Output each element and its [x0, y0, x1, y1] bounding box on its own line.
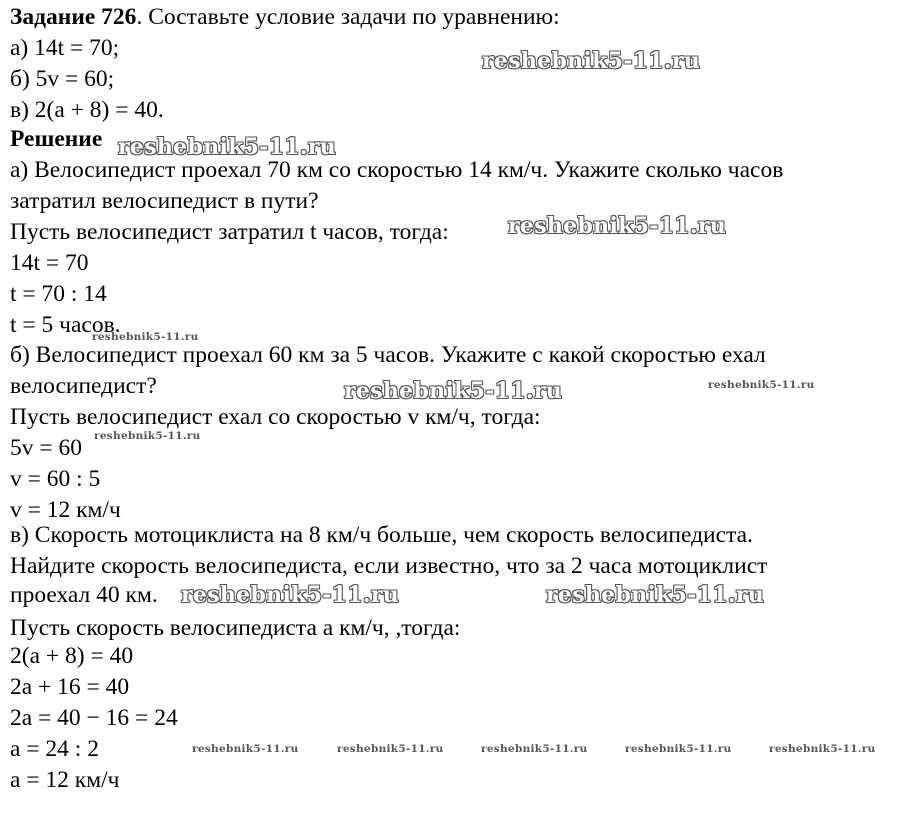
watermark: reshebnik5-11.ru	[181, 582, 400, 608]
watermark-small: reshebnik5-11.ru	[94, 430, 201, 442]
task-item-b: б) 5v = 60;	[10, 66, 115, 92]
solution-line: 5v = 60	[10, 435, 83, 461]
solution-line: v = 60 : 5	[10, 466, 101, 492]
solution-line: v = 12 км/ч	[10, 497, 121, 523]
watermark: reshebnik5-11.ru	[482, 48, 701, 74]
solution-line: a = 24 : 2	[10, 736, 99, 762]
solution-line: Найдите скорость велосипедиста, если известно, что за 2 часа мотоциклист	[10, 553, 768, 579]
solution-line: Пусть скорость велосипедиста a км/ч, ,тогда:	[10, 615, 461, 641]
watermark-small: reshebnik5-11.ru	[192, 743, 299, 755]
solution-line: Пусть велосипедист затратил t часов, тогда:	[10, 219, 449, 245]
solution-line: 2a + 16 = 40	[10, 674, 130, 700]
solution-line: в) Скорость мотоциклиста на 8 км/ч больше, чем скорость велосипедиста.	[10, 522, 753, 548]
solution-line: 14t = 70	[10, 250, 89, 276]
watermark-small: reshebnik5-11.ru	[337, 743, 444, 755]
solution-line: проехал 40 км.	[10, 582, 158, 608]
solution-line: велосипедист?	[10, 373, 157, 399]
task-header	[10, 2, 560, 33]
solution-line: t = 70 : 14	[10, 281, 107, 307]
solution-heading: Решение	[10, 126, 103, 152]
solution-line: затратил велосипедист в пути?	[10, 188, 319, 214]
solution-line: б) Велосипедист проехал 60 км за 5 часов. Укажите с какой скоростью ехал	[10, 342, 766, 368]
watermark-small: reshebnik5-11.ru	[481, 743, 588, 755]
watermark-small: reshebnik5-11.ru	[92, 331, 199, 343]
task-prompt: . Составьте условие задачи по уравнению:	[136, 4, 560, 30]
watermark: reshebnik5-11.ru	[508, 213, 727, 239]
solution-line: t = 5 часов.	[10, 312, 121, 338]
watermark: reshebnik5-11.ru	[344, 378, 563, 404]
solution-line: а) Велосипедист проехал 70 км со скоростью 14 км/ч. Укажите сколько часов	[10, 157, 784, 183]
watermark: reshebnik5-11.ru	[546, 582, 765, 608]
task-label: Задание 726	[10, 4, 137, 30]
task-item-c: в) 2(a + 8) = 40.	[10, 97, 164, 123]
watermark-small: reshebnik5-11.ru	[625, 743, 732, 755]
solution-line: 2(a + 8) = 40	[10, 643, 134, 669]
watermark-small: reshebnik5-11.ru	[769, 743, 876, 755]
watermark-small: reshebnik5-11.ru	[708, 379, 815, 391]
watermark: reshebnik5-11.ru	[118, 134, 337, 160]
solution-line: Пусть велосипедист ехал со скоростью v км/ч, тогда:	[10, 404, 541, 430]
solution-line: a = 12 км/ч	[10, 767, 120, 793]
solution-line: 2a = 40 − 16 = 24	[10, 705, 178, 731]
task-item-a: а) 14t = 70;	[10, 35, 120, 61]
